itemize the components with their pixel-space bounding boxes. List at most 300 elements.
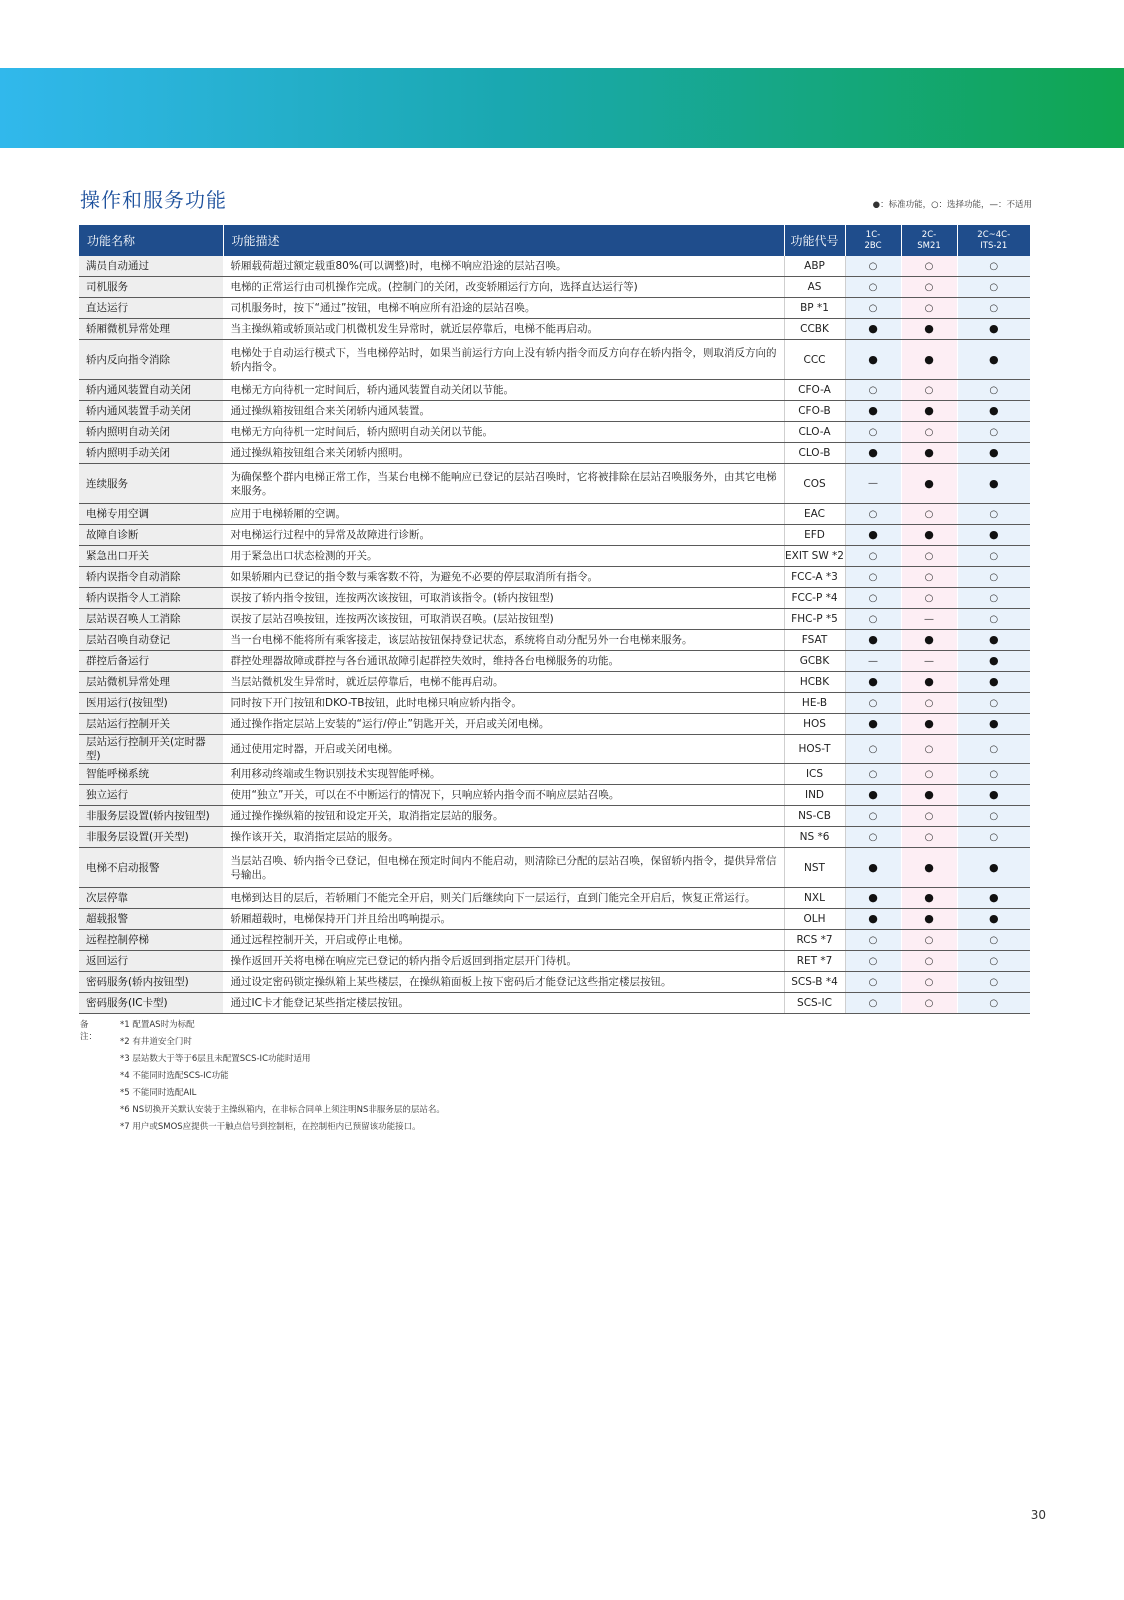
availability-cell — [957, 256, 1030, 277]
availability-mark: ○ — [868, 281, 878, 293]
availability-cell — [957, 735, 1030, 764]
availability-mark: ○ — [868, 260, 878, 272]
feature-code: NST — [784, 848, 845, 888]
availability-mark: ● — [924, 717, 934, 730]
availability-mark: ● — [988, 528, 999, 541]
availability-mark: — — [924, 655, 934, 667]
table-row — [79, 319, 1030, 340]
header-desc: 功能描述 — [223, 225, 784, 256]
symbol-legend: ●：标准功能，○：选择功能，—：不适用 — [872, 200, 1032, 210]
availability-mark: ● — [868, 352, 878, 366]
availability-cell — [901, 401, 957, 422]
feature-code: EXIT SW *2 — [784, 546, 845, 567]
availability-cell — [901, 504, 957, 525]
availability-cell — [845, 993, 901, 1014]
availability-mark: ○ — [924, 571, 934, 583]
availability-cell — [901, 714, 957, 735]
availability-mark: ● — [868, 717, 878, 730]
availability-mark: ○ — [868, 743, 878, 755]
feature-description: 通过操纵箱按钮组合来关闭轿内通风装置。 — [223, 401, 784, 422]
header-model-line: 2C- — [921, 229, 937, 240]
availability-cell — [845, 298, 901, 319]
table-row — [79, 256, 1030, 277]
availability-mark: ○ — [989, 697, 999, 709]
availability-mark: ● — [924, 446, 934, 459]
availability-mark: — — [924, 613, 934, 625]
header-name: 功能名称 — [79, 225, 223, 256]
availability-mark: ● — [924, 860, 934, 874]
availability-cell — [901, 785, 957, 806]
availability-cell — [845, 693, 901, 714]
availability-mark: ○ — [989, 426, 999, 438]
header-model-line: 2C~4C- — [977, 229, 1011, 240]
availability-mark: ● — [924, 528, 934, 541]
availability-mark: ○ — [989, 768, 999, 780]
feature-code: OLH — [784, 909, 845, 930]
availability-cell — [901, 443, 957, 464]
feature-code: SCS-IC — [784, 993, 845, 1014]
availability-mark: ○ — [868, 831, 878, 843]
availability-mark: ● — [988, 654, 999, 667]
table-row — [79, 848, 1030, 888]
availability-mark: ○ — [989, 955, 999, 967]
header-model-line: ITS-21 — [980, 240, 1008, 251]
table-row — [79, 567, 1030, 588]
feature-description: 群控处理器故障或群控与各台通讯故障引起群控失效时，维持各台电梯服务的功能。 — [223, 651, 784, 672]
header-model-1c-2bc — [845, 225, 901, 256]
feature-code: CLO-B — [784, 443, 845, 464]
availability-mark: ○ — [868, 934, 878, 946]
availability-mark: ○ — [868, 384, 878, 396]
availability-cell — [957, 546, 1030, 567]
availability-mark: ● — [988, 404, 999, 417]
availability-mark: ○ — [989, 384, 999, 396]
feature-description: 同时按下开门按钮和DKO-TB按钮，此时电梯只响应轿内指令。 — [223, 693, 784, 714]
feature-description: 通过IC卡才能登记某些指定楼层按钮。 — [223, 993, 784, 1014]
availability-cell — [957, 588, 1030, 609]
availability-cell — [901, 993, 957, 1014]
availability-mark: ○ — [868, 426, 878, 438]
availability-cell — [957, 672, 1030, 693]
availability-cell — [845, 319, 901, 340]
availability-cell — [901, 827, 957, 848]
table-row — [79, 525, 1030, 546]
feature-name: 返回运行 — [79, 951, 223, 972]
availability-mark: ○ — [868, 997, 878, 1009]
availability-mark: ● — [924, 675, 934, 688]
feature-code: FCC-P *4 — [784, 588, 845, 609]
feature-name: 电梯专用空调 — [79, 504, 223, 525]
page-title: 操作和服务功能 — [80, 188, 227, 212]
table-row — [79, 443, 1030, 464]
availability-cell — [845, 951, 901, 972]
table-row — [79, 951, 1030, 972]
feature-name: 轿内误指令自动消除 — [79, 567, 223, 588]
availability-mark: ● — [868, 528, 878, 541]
availability-mark: ● — [868, 404, 878, 417]
feature-code: COS — [784, 464, 845, 504]
availability-cell — [901, 630, 957, 651]
availability-cell — [845, 909, 901, 930]
availability-cell — [845, 464, 901, 504]
feature-code: ABP — [784, 256, 845, 277]
availability-cell — [901, 930, 957, 951]
availability-cell — [845, 672, 901, 693]
availability-mark: ● — [988, 352, 999, 366]
availability-cell — [901, 340, 957, 380]
availability-mark: ○ — [924, 955, 934, 967]
availability-mark: ● — [868, 891, 878, 904]
availability-cell — [845, 256, 901, 277]
availability-mark: ○ — [924, 743, 934, 755]
header-gradient-band — [0, 68, 1124, 148]
feature-code: RET *7 — [784, 951, 845, 972]
availability-cell — [957, 401, 1030, 422]
availability-cell — [901, 464, 957, 504]
header-model-line: 1C- — [865, 229, 881, 240]
availability-mark: ○ — [924, 281, 934, 293]
feature-name: 远程控制停梯 — [79, 930, 223, 951]
availability-mark: ○ — [989, 260, 999, 272]
availability-cell — [957, 422, 1030, 443]
feature-name: 非服务层设置(开关型) — [79, 827, 223, 848]
availability-mark: ○ — [924, 997, 934, 1009]
feature-description: 使用“独立”开关，可以在不中断运行的情况下，只响应轿内指令而不响应层站召唤。 — [223, 785, 784, 806]
availability-mark: ● — [924, 891, 934, 904]
availability-cell — [845, 888, 901, 909]
availability-mark: ● — [988, 446, 999, 459]
header-model-2c-sm21 — [901, 225, 957, 256]
feature-code: CCBK — [784, 319, 845, 340]
table-row — [79, 546, 1030, 567]
feature-description: 操作返回开关将电梯在响应完已登记的轿内指令后返回到指定层开门待机。 — [223, 951, 784, 972]
feature-code: IND — [784, 785, 845, 806]
header-model-line: 2BC — [864, 240, 882, 251]
availability-mark: ○ — [868, 302, 878, 314]
feature-description: 通过远程控制开关，开启或停止电梯。 — [223, 930, 784, 951]
availability-mark: ● — [868, 912, 878, 925]
feature-name: 紧急出口开关 — [79, 546, 223, 567]
feature-description: 通过设定密码锁定操纵箱上某些楼层，在操纵箱面板上按下密码后才能登记这些指定楼层按钮。 — [223, 972, 784, 993]
availability-mark: ● — [988, 891, 999, 904]
availability-mark: ○ — [924, 550, 934, 562]
feature-description: 通过操纵箱按钮组合来关闭轿内照明。 — [223, 443, 784, 464]
notes-label: 备注： — [80, 1020, 98, 1042]
availability-mark: ● — [924, 322, 934, 335]
availability-mark: ● — [988, 860, 999, 874]
feature-name: 密码服务(IC卡型) — [79, 993, 223, 1014]
availability-cell — [901, 735, 957, 764]
availability-mark: ○ — [989, 934, 999, 946]
availability-cell — [957, 277, 1030, 298]
availability-mark: ● — [868, 860, 878, 874]
availability-mark: ○ — [989, 281, 999, 293]
feature-description: 电梯无方向待机一定时间后，轿内通风装置自动关闭以节能。 — [223, 380, 784, 401]
availability-cell — [901, 567, 957, 588]
availability-cell — [845, 806, 901, 827]
availability-mark: — — [868, 478, 878, 489]
feature-name: 满员自动通过 — [79, 256, 223, 277]
availability-cell — [845, 714, 901, 735]
table-row — [79, 588, 1030, 609]
table-row — [79, 340, 1030, 380]
feature-name: 层站召唤自动登记 — [79, 630, 223, 651]
table-row — [79, 993, 1030, 1014]
table-row — [79, 504, 1030, 525]
availability-mark: ● — [924, 352, 934, 366]
availability-mark: ○ — [924, 976, 934, 988]
feature-description: 通过操作指定层站上安装的“运行/停止”钥匙开关，开启或关闭电梯。 — [223, 714, 784, 735]
availability-mark: ● — [868, 788, 878, 801]
feature-name: 次层停靠 — [79, 888, 223, 909]
availability-mark: ○ — [924, 384, 934, 396]
availability-mark: ○ — [924, 810, 934, 822]
table-row — [79, 651, 1030, 672]
availability-mark: ● — [988, 717, 999, 730]
feature-description: 误按了轿内指令按钮，连按两次该按钮，可取消该指令。(轿内按钮型) — [223, 588, 784, 609]
availability-cell — [901, 693, 957, 714]
availability-mark: ○ — [989, 302, 999, 314]
availability-cell — [957, 630, 1030, 651]
note-item: *2 有井道安全门时 — [120, 1037, 192, 1047]
table-row — [79, 888, 1030, 909]
feature-description: 操作该开关，取消指定层站的服务。 — [223, 827, 784, 848]
table-row — [79, 930, 1030, 951]
availability-mark: ○ — [924, 302, 934, 314]
feature-name: 非服务层设置(轿内按钮型) — [79, 806, 223, 827]
availability-cell — [845, 735, 901, 764]
feature-code: RCS *7 — [784, 930, 845, 951]
availability-cell — [901, 972, 957, 993]
table-row — [79, 764, 1030, 785]
table-row — [79, 806, 1030, 827]
availability-cell — [845, 651, 901, 672]
availability-cell — [957, 714, 1030, 735]
note-item: *3 层站数大于等于6层且未配置SCS-IC功能时适用 — [120, 1054, 311, 1064]
availability-mark: ○ — [868, 592, 878, 604]
feature-description: 当层站微机发生异常时，就近层停靠后，电梯不能再启动。 — [223, 672, 784, 693]
availability-mark: ○ — [989, 810, 999, 822]
table-row — [79, 298, 1030, 319]
availability-cell — [901, 909, 957, 930]
availability-mark: ○ — [989, 831, 999, 843]
feature-description: 司机服务时，按下“通过”按钮，电梯不响应所有沿途的层站召唤。 — [223, 298, 784, 319]
availability-mark: ○ — [868, 550, 878, 562]
feature-code: CFO-B — [784, 401, 845, 422]
availability-mark: — — [868, 655, 878, 667]
availability-cell — [957, 930, 1030, 951]
availability-mark: ○ — [868, 976, 878, 988]
availability-cell — [845, 443, 901, 464]
feature-code: HE-B — [784, 693, 845, 714]
availability-cell — [957, 972, 1030, 993]
feature-description: 轿厢载荷超过额定载重80%(可以调整)时，电梯不响应沿途的层站召唤。 — [223, 256, 784, 277]
table-row — [79, 693, 1030, 714]
feature-name: 轿内照明手动关闭 — [79, 443, 223, 464]
feature-description: 利用移动终端或生物识别技术实现智能呼梯。 — [223, 764, 784, 785]
feature-code: HOS — [784, 714, 845, 735]
note-item: *7 用户或SMOS应提供一干触点信号到控制柜，在控制柜内已预留该功能接口。 — [120, 1122, 421, 1132]
availability-cell — [845, 525, 901, 546]
feature-description: 轿厢超载时，电梯保持开门并且给出鸣响提示。 — [223, 909, 784, 930]
note-item: *1 配置AS时为标配 — [120, 1020, 195, 1030]
availability-cell — [845, 567, 901, 588]
availability-mark: ○ — [868, 810, 878, 822]
feature-description: 用于紧急出口状态检测的开关。 — [223, 546, 784, 567]
availability-cell — [957, 848, 1030, 888]
feature-description: 通过使用定时器，开启或关闭电梯。 — [223, 735, 784, 764]
availability-mark: ○ — [924, 768, 934, 780]
table-header-row — [79, 225, 1030, 256]
feature-name: 层站误召唤人工消除 — [79, 609, 223, 630]
availability-mark: ○ — [989, 508, 999, 520]
header-model-line: SM21 — [917, 240, 941, 251]
availability-cell — [845, 588, 901, 609]
availability-mark: ○ — [868, 697, 878, 709]
availability-cell — [957, 504, 1030, 525]
availability-mark: ○ — [868, 571, 878, 583]
feature-code: HOS-T — [784, 735, 845, 764]
availability-cell — [957, 340, 1030, 380]
feature-table — [79, 225, 1030, 1014]
feature-description: 为确保整个群内电梯正常工作，当某台电梯不能响应已登记的层站召唤时，它将被排除在层站召唤服务外，由其它电梯来服务。 — [223, 464, 784, 504]
availability-mark: ○ — [989, 613, 999, 625]
availability-cell — [957, 609, 1030, 630]
availability-mark: ● — [988, 788, 999, 801]
availability-cell — [901, 848, 957, 888]
availability-mark: ○ — [989, 592, 999, 604]
feature-code: CFO-A — [784, 380, 845, 401]
availability-cell — [901, 525, 957, 546]
availability-cell — [845, 401, 901, 422]
availability-cell — [845, 827, 901, 848]
feature-description: 应用于电梯轿厢的空调。 — [223, 504, 784, 525]
availability-cell — [845, 609, 901, 630]
availability-mark: ● — [988, 476, 999, 490]
feature-code: FHC-P *5 — [784, 609, 845, 630]
feature-description: 电梯处于自动运行模式下，当电梯停站时，如果当前运行方向上没有轿内指令而反方向存在轿内指令，则取消反方向的轿内指令。 — [223, 340, 784, 380]
availability-cell — [957, 651, 1030, 672]
feature-name: 故障自诊断 — [79, 525, 223, 546]
feature-name: 医用运行(按钮型) — [79, 693, 223, 714]
header-model-2c4c-its21 — [957, 225, 1030, 256]
feature-name: 超载报警 — [79, 909, 223, 930]
availability-cell — [901, 951, 957, 972]
availability-mark: ○ — [924, 831, 934, 843]
page-number: 30 — [1030, 1508, 1046, 1522]
availability-mark: ● — [988, 633, 999, 646]
availability-cell — [901, 319, 957, 340]
availability-cell — [845, 422, 901, 443]
availability-cell — [901, 651, 957, 672]
availability-cell — [901, 806, 957, 827]
availability-mark: ● — [924, 912, 934, 925]
availability-mark: ○ — [868, 613, 878, 625]
availability-cell — [957, 298, 1030, 319]
feature-code: FSAT — [784, 630, 845, 651]
availability-mark: ○ — [989, 976, 999, 988]
availability-cell — [901, 380, 957, 401]
availability-mark: ○ — [924, 934, 934, 946]
availability-cell — [901, 609, 957, 630]
availability-mark: ● — [868, 446, 878, 459]
feature-name: 群控后备运行 — [79, 651, 223, 672]
feature-code: ICS — [784, 764, 845, 785]
availability-cell — [957, 888, 1030, 909]
availability-cell — [845, 504, 901, 525]
table-row — [79, 401, 1030, 422]
availability-cell — [957, 785, 1030, 806]
availability-cell — [957, 567, 1030, 588]
availability-mark: ○ — [989, 550, 999, 562]
availability-mark: ● — [924, 633, 934, 646]
feature-code: EFD — [784, 525, 845, 546]
table-row — [79, 609, 1030, 630]
availability-cell — [957, 380, 1030, 401]
feature-name: 层站运行控制开关 — [79, 714, 223, 735]
availability-cell — [957, 764, 1030, 785]
availability-mark: ● — [988, 675, 999, 688]
availability-mark: ○ — [868, 508, 878, 520]
feature-name: 轿内照明自动关闭 — [79, 422, 223, 443]
availability-cell — [957, 443, 1030, 464]
feature-name: 独立运行 — [79, 785, 223, 806]
availability-cell — [957, 464, 1030, 504]
availability-cell — [845, 380, 901, 401]
table-row — [79, 630, 1030, 651]
note-item: *4 不能同时选配SCS-IC功能 — [120, 1071, 229, 1081]
feature-name: 轿内误指令人工消除 — [79, 588, 223, 609]
availability-mark: ● — [924, 476, 934, 490]
feature-code: HCBK — [784, 672, 845, 693]
availability-cell — [957, 806, 1030, 827]
availability-mark: ○ — [868, 768, 878, 780]
feature-description: 误按了层站召唤按钮，连按两次该按钮，可取消误召唤。(层站按钮型) — [223, 609, 784, 630]
availability-mark: ○ — [924, 508, 934, 520]
feature-name: 电梯不启动报警 — [79, 848, 223, 888]
feature-code: NXL — [784, 888, 845, 909]
feature-description: 当主操纵箱或轿顶站或门机微机发生异常时，就近层停靠后，电梯不能再启动。 — [223, 319, 784, 340]
table-row — [79, 714, 1030, 735]
availability-mark: ● — [924, 788, 934, 801]
notes-list — [120, 1018, 720, 1137]
note-item: *6 NS切换开关默认安装于主操纵箱内，在非标合同单上须注明NS非服务层的层站名。 — [120, 1105, 445, 1115]
availability-mark: ● — [868, 322, 878, 335]
availability-mark: ○ — [924, 697, 934, 709]
feature-code: CLO-A — [784, 422, 845, 443]
availability-cell — [901, 672, 957, 693]
feature-description: 对电梯运行过程中的异常及故障进行诊断。 — [223, 525, 784, 546]
feature-name: 司机服务 — [79, 277, 223, 298]
availability-mark: ○ — [989, 743, 999, 755]
table-row — [79, 785, 1030, 806]
availability-cell — [957, 525, 1030, 546]
availability-mark: ● — [868, 633, 878, 646]
feature-code: CCC — [784, 340, 845, 380]
feature-description: 当层站召唤、轿内指令已登记，但电梯在预定时间内不能启动，则清除已分配的层站召唤，保留轿内指令，提供异常信号输出。 — [223, 848, 784, 888]
availability-cell — [845, 785, 901, 806]
availability-mark: ● — [924, 404, 934, 417]
feature-name: 直达运行 — [79, 298, 223, 319]
availability-cell — [957, 827, 1030, 848]
feature-description: 电梯的正常运行由司机操作完成。(控制门的关闭，改变轿厢运行方向，选择直达运行等) — [223, 277, 784, 298]
availability-mark: ○ — [989, 571, 999, 583]
availability-mark: ● — [868, 675, 878, 688]
availability-cell — [957, 693, 1030, 714]
availability-cell — [901, 422, 957, 443]
availability-cell — [957, 319, 1030, 340]
availability-cell — [901, 277, 957, 298]
